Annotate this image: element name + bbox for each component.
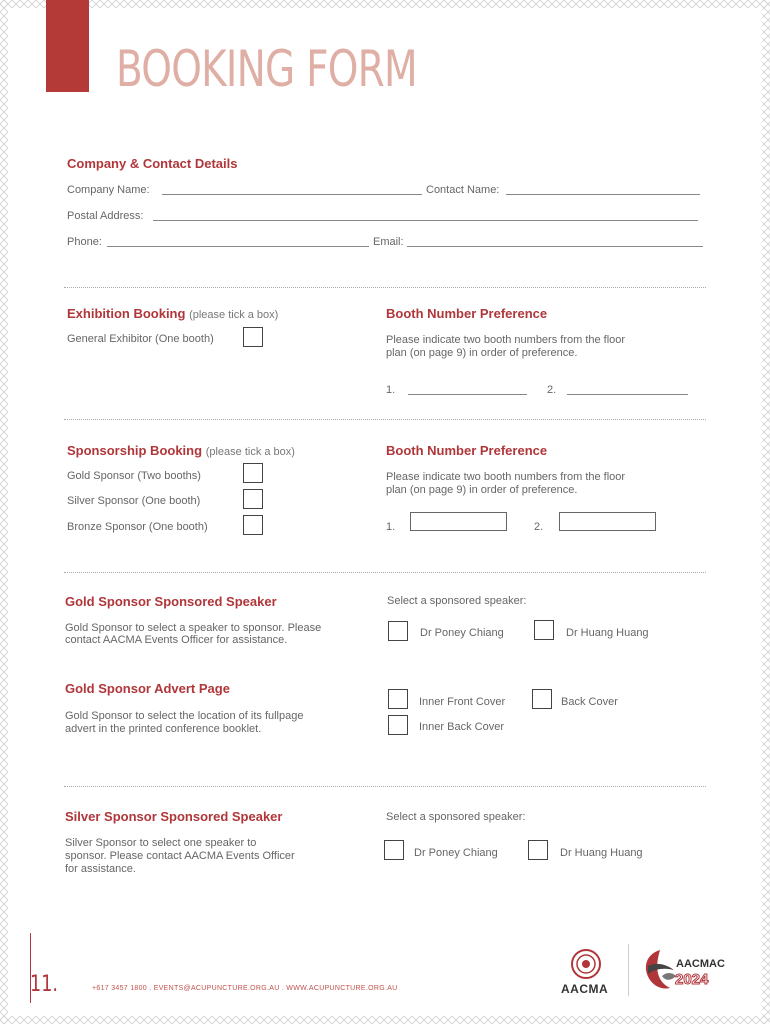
postal-address-label: Postal Address: (67, 210, 144, 222)
silver-speaker-option2-checkbox[interactable] (528, 840, 548, 860)
back-cover-label: Back Cover (561, 696, 618, 708)
inner-front-cover-label: Inner Front Cover (419, 696, 506, 708)
page-number: 11. (30, 972, 58, 997)
contact-name-label: Contact Name: (426, 184, 500, 196)
contact-name-field[interactable] (506, 184, 700, 195)
divider (64, 786, 706, 787)
exhibition-heading (67, 306, 278, 321)
gold-speaker-select-label: Select a sponsored speaker: (387, 595, 527, 607)
divider (64, 419, 706, 420)
inner-back-cover-checkbox[interactable] (388, 715, 408, 735)
gold-speaker-option2-checkbox[interactable] (534, 620, 554, 640)
company-name-field[interactable] (162, 184, 422, 195)
gold-speaker-option1-checkbox[interactable] (388, 621, 408, 641)
general-exhibitor-label: General Exhibitor (One booth) (67, 333, 214, 345)
inner-front-cover-checkbox[interactable] (388, 689, 408, 709)
sponsorship-pref-num-2: 2. (534, 521, 544, 533)
bronze-sponsor-label: Bronze Sponsor (One booth) (67, 521, 208, 533)
company-name-label: Company Name: (67, 184, 150, 196)
inner-back-cover-label: Inner Back Cover (419, 721, 504, 733)
sponsorship-pref-num-1: 1. (386, 521, 396, 533)
page-title: BOOKING FORM (116, 40, 417, 98)
exhibition-pref-num-2: 2. (547, 384, 557, 396)
gold-advert-heading: Gold Sponsor Advert Page (65, 681, 230, 696)
silver-speaker-option1-checkbox[interactable] (384, 840, 404, 860)
exhibition-pref-num-1: 1. (386, 384, 396, 396)
aacmac-logo-icon (640, 946, 680, 996)
exhibition-pref-heading: Booth Number Preference (386, 306, 548, 321)
aacma-seal-icon (570, 948, 602, 980)
silver-speaker-select-label: Select a sponsored speaker: (386, 811, 526, 823)
silver-speaker-option1-label: Dr Poney Chiang (414, 847, 498, 859)
sponsorship-pref-field-2[interactable] (559, 512, 656, 531)
back-cover-checkbox[interactable] (532, 689, 552, 709)
divider (64, 287, 706, 288)
header-accent-bar (46, 0, 89, 92)
aacmac-logo-year: 2024 (675, 971, 709, 988)
silver-sponsor-checkbox[interactable] (243, 489, 263, 509)
gold-advert-text-1: Gold Sponsor to select the location of its fullpage (65, 710, 304, 722)
exhibition-pref-text-1: Please indicate two booth numbers from the floor (386, 334, 626, 346)
gold-sponsor-checkbox[interactable] (243, 463, 263, 483)
company-heading: Company & Contact Details (67, 156, 238, 171)
gold-sponsor-label: Gold Sponsor (Two booths) (67, 470, 201, 482)
sponsorship-pref-text-1: Please indicate two booth numbers from the floor (386, 471, 626, 483)
exhibition-pref-field-1[interactable] (408, 384, 527, 395)
gold-speaker-option1-label: Dr Poney Chiang (420, 627, 504, 639)
email-field[interactable] (407, 236, 703, 247)
sponsorship-pref-heading: Booth Number Preference (386, 443, 548, 458)
silver-sponsor-label: Silver Sponsor (One booth) (67, 495, 201, 507)
sponsorship-heading (67, 443, 295, 458)
divider (64, 572, 706, 573)
silver-speaker-text-2: sponsor. Please contact AACMA Events Officer (65, 850, 295, 862)
gold-speaker-text-2: contact AACMA Events Officer for assistance. (65, 634, 288, 646)
footer-contact: +617 3457 1800 . EVENTS@ACUPUNCTURE.ORG.AU . WWW.ACUPUNCTURE.ORG.AU (92, 985, 398, 992)
general-exhibitor-checkbox[interactable] (243, 327, 263, 347)
gold-speaker-heading: Gold Sponsor Sponsored Speaker (65, 594, 277, 609)
exhibition-heading-text: Exhibition Booking (67, 306, 186, 321)
exhibition-pref-field-2[interactable] (567, 384, 688, 395)
sponsorship-note: (please tick a box) (205, 446, 295, 458)
gold-speaker-text-1: Gold Sponsor to select a speaker to sponsor. Please (65, 622, 322, 634)
logo-divider (628, 944, 629, 996)
silver-speaker-text-3: for assistance. (65, 863, 136, 875)
sponsorship-pref-field-1[interactable] (410, 512, 507, 531)
email-label: Email: (373, 236, 404, 248)
silver-speaker-option2-label: Dr Huang Huang (560, 847, 643, 859)
gold-advert-text-2: advert in the printed conference booklet. (65, 723, 262, 735)
aacmac-logo-text: AACMAC (676, 958, 725, 970)
phone-field[interactable] (107, 236, 369, 247)
phone-label: Phone: (67, 236, 102, 248)
gold-speaker-option2-label: Dr Huang Huang (566, 627, 649, 639)
sponsorship-heading-text: Sponsorship Booking (67, 443, 203, 458)
postal-address-field[interactable] (153, 210, 698, 221)
bronze-sponsor-checkbox[interactable] (243, 515, 263, 535)
silver-speaker-text-1: Silver Sponsor to select one speaker to (65, 837, 257, 849)
silver-speaker-heading: Silver Sponsor Sponsored Speaker (65, 809, 283, 824)
sponsorship-pref-text-2: plan (on page 9) in order of preference. (386, 484, 578, 496)
exhibition-pref-text-2: plan (on page 9) in order of preference. (386, 347, 578, 359)
aacma-logo-text: AACMA (561, 982, 609, 996)
exhibition-note: (please tick a box) (189, 309, 279, 321)
